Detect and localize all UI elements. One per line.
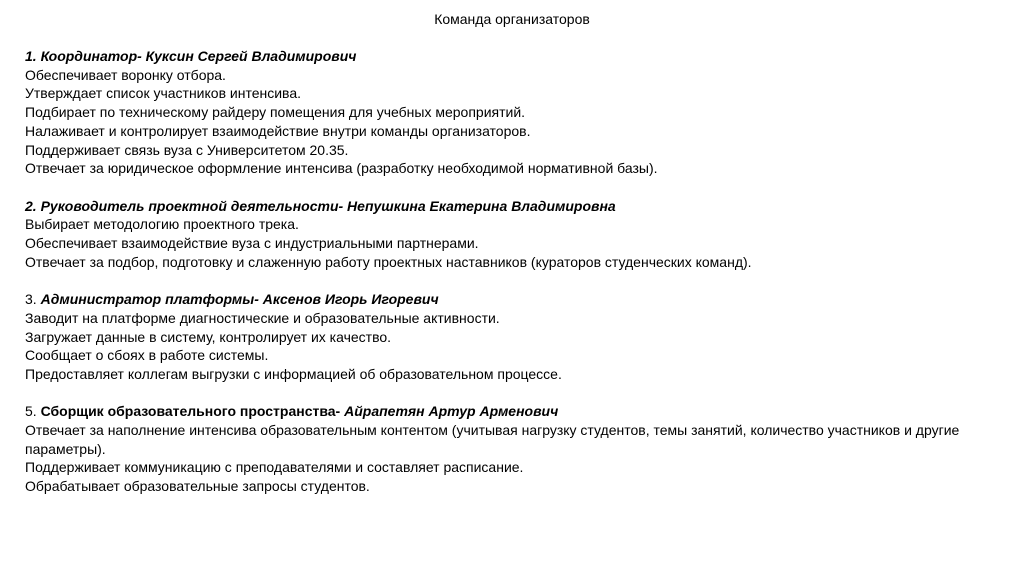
section-number: 5. xyxy=(25,403,37,420)
duty-line: Предоставляет коллегам выгрузки с информацией об образовательном процессе. xyxy=(25,365,562,382)
section-heading xyxy=(25,197,1005,216)
section-project-lead xyxy=(25,197,1005,272)
section-heading-text: Администратор платформы- Аксенов Игорь Игоревич xyxy=(36,291,439,308)
section-number: 3. xyxy=(25,291,37,308)
section-heading xyxy=(25,290,1005,309)
section-heading-text: Руководитель проектной деятельности- Непушкина Екатерина Владимировна xyxy=(36,197,616,214)
duty-line: Отвечает за наполнение интенсива образовательным контентом (учитывая нагрузку студентов, темы занятий, количество участников и другие параметры). xyxy=(25,422,960,457)
section-space-builder xyxy=(25,402,1005,496)
duty-line: Обеспечивает взаимодействие вуза с индустриальными партнерами. xyxy=(25,235,479,252)
duty-line: Отвечает за юридическое оформление интенсива (разработку необходимой нормативной базы). xyxy=(25,160,658,177)
section-heading-text: Координатор- Куксин Сергей Владимирович xyxy=(36,48,357,64)
section-number: 2. xyxy=(25,197,37,214)
document-body xyxy=(25,47,1005,515)
duty-line: Подбирает по техническому райдеру помещения для учебных мероприятий. xyxy=(25,104,526,121)
duty-line: Утверждает список участников интенсива. xyxy=(25,85,302,102)
duty-line: Сообщает о сбоях в работе системы. xyxy=(25,347,269,364)
duty-line: Отвечает за подбор, подготовку и слаженную работу проектных наставников (кураторов студенческих команд). xyxy=(25,253,752,270)
section-number: 1. xyxy=(25,48,37,64)
duty-line: Налаживает и контролирует взаимодействие внутри команды организаторов. xyxy=(25,122,531,139)
duty-line: Заводит на платформе диагностические и образовательные активности. xyxy=(25,309,500,326)
duty-line: Поддерживает коммуникацию с преподавателями и составляет расписание. xyxy=(25,459,524,476)
section-heading xyxy=(25,402,1005,421)
section-heading-text: Айрапетян Артур Арменович xyxy=(340,403,559,420)
duty-line: Загружает данные в систему, контролирует их качество. xyxy=(25,328,392,345)
section-heading xyxy=(25,47,1005,66)
section-platform-admin xyxy=(25,290,1005,384)
duty-line: Обеспечивает воронку отбора. xyxy=(25,66,226,83)
duty-line: Выбирает методологию проектного трека. xyxy=(25,216,299,233)
duty-line: Поддерживает связь вуза с Университетом 20.35. xyxy=(25,141,349,158)
section-coordinator xyxy=(25,47,1005,178)
page-title: Команда организаторов xyxy=(434,11,590,27)
section-heading-role: Сборщик образовательного пространства- xyxy=(36,403,341,420)
duty-line: Обрабатывает образовательные запросы студентов. xyxy=(25,478,370,495)
